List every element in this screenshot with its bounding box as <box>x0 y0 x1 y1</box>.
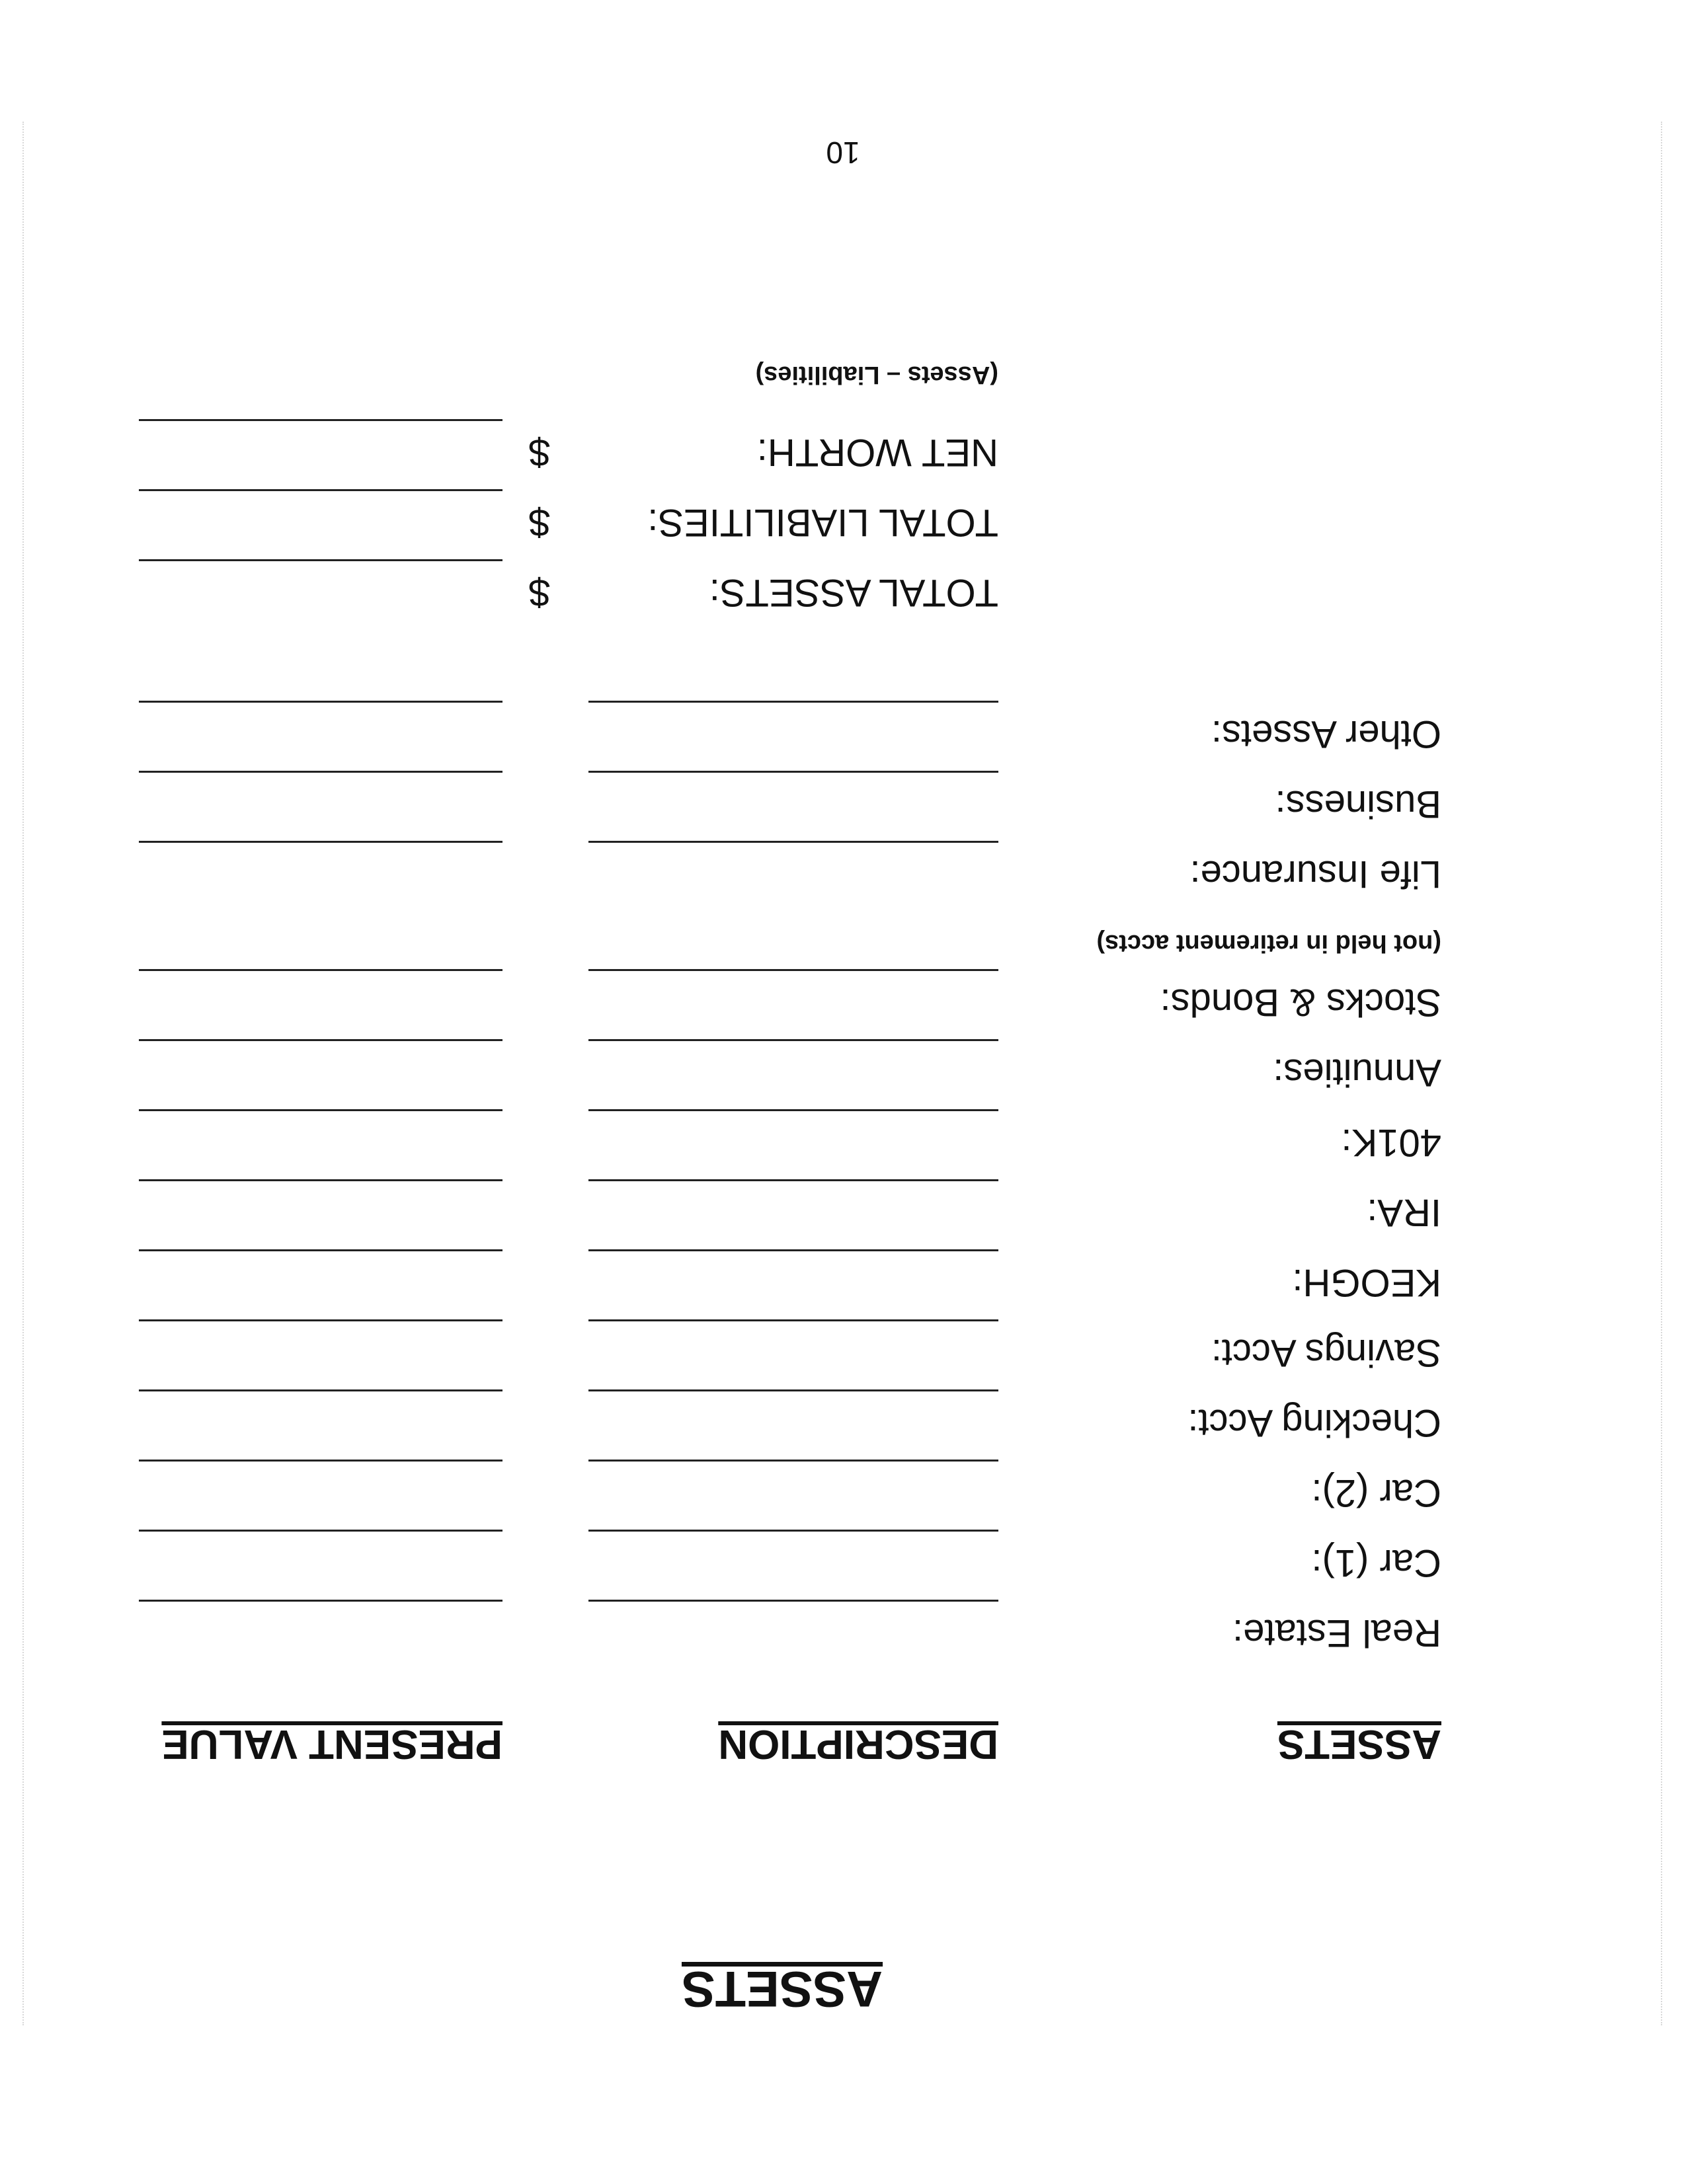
value-line-checking-acct[interactable] <box>139 1389 502 1391</box>
row-label-other-assets: Other Assets: <box>1211 713 1441 756</box>
scan-edge-right <box>22 122 24 2025</box>
net-worth-dollar-sign: $ <box>528 431 550 474</box>
value-line-business[interactable] <box>139 771 502 773</box>
description-line-keogh[interactable] <box>588 1249 998 1251</box>
total-assets-value-line[interactable] <box>139 559 502 561</box>
total-liabilities-dollar-sign: $ <box>528 501 550 544</box>
value-line-other-assets[interactable] <box>139 701 502 703</box>
value-line-life-insurance[interactable] <box>139 841 502 843</box>
description-line-401k[interactable] <box>588 1109 998 1111</box>
row-label-checking-acct: Checking Acct: <box>1187 1401 1441 1444</box>
page-number: 10 <box>826 136 860 170</box>
description-line-car-2[interactable] <box>588 1460 998 1462</box>
row-label-savings-acct: Savings Acct: <box>1211 1331 1441 1374</box>
value-line-car-2[interactable] <box>139 1460 502 1462</box>
value-line-keogh[interactable] <box>139 1249 502 1251</box>
value-line-401k[interactable] <box>139 1109 502 1111</box>
value-line-car-1[interactable] <box>139 1530 502 1532</box>
total-liabilities-value-line[interactable] <box>139 489 502 491</box>
column-header-assets: ASSETS <box>1277 1721 1441 1767</box>
description-line-real-estate[interactable] <box>588 1600 998 1602</box>
description-line-checking-acct[interactable] <box>588 1389 998 1391</box>
net-worth-label: NET WORTH: <box>756 431 998 474</box>
row-label-real-estate: Real Estate: <box>1232 1612 1441 1655</box>
row-label-keogh: KEOGH: <box>1292 1261 1441 1304</box>
column-header-description: DESCRIPTION <box>718 1721 998 1767</box>
description-line-annuities[interactable] <box>588 1039 998 1041</box>
scan-edge-left <box>1661 122 1662 2025</box>
net-worth-formula-note: (Assets – Liabilities) <box>755 361 998 389</box>
description-line-savings-acct[interactable] <box>588 1319 998 1321</box>
row-label-life-insurance: Life Insurance: <box>1189 853 1441 896</box>
value-line-ira[interactable] <box>139 1179 502 1181</box>
row-label-car-2: Car (2): <box>1311 1471 1441 1514</box>
description-line-ira[interactable] <box>588 1179 998 1181</box>
row-label-401k: 401K: <box>1341 1121 1441 1164</box>
net-worth-value-line[interactable] <box>139 419 502 421</box>
description-line-business[interactable] <box>588 771 998 773</box>
total-assets-dollar-sign: $ <box>528 571 550 614</box>
stocks-bonds-note: (not held in retirement accts) <box>1096 929 1441 957</box>
value-line-annuities[interactable] <box>139 1039 502 1041</box>
description-line-other-assets[interactable] <box>588 701 998 703</box>
page-title: ASSETS <box>681 1961 883 2017</box>
value-line-real-estate[interactable] <box>139 1600 502 1602</box>
row-label-car-1: Car (1): <box>1311 1541 1441 1584</box>
description-line-life-insurance[interactable] <box>588 841 998 843</box>
row-label-stocks-bonds: Stocks & Bonds: <box>1160 981 1441 1024</box>
value-line-savings-acct[interactable] <box>139 1319 502 1321</box>
row-label-ira: IRA: <box>1367 1191 1441 1234</box>
description-line-car-1[interactable] <box>588 1530 998 1532</box>
value-line-stocks-bonds[interactable] <box>139 969 502 971</box>
total-liabilities-label: TOTAL LIABILITIES: <box>647 501 998 544</box>
total-assets-label: TOTAL ASSETS: <box>709 571 998 614</box>
row-label-business: Business: <box>1275 783 1441 826</box>
column-header-present-value: PRESENT VALUE <box>161 1721 502 1767</box>
description-line-stocks-bonds[interactable] <box>588 969 998 971</box>
row-label-annuities: Annuities: <box>1273 1051 1441 1094</box>
